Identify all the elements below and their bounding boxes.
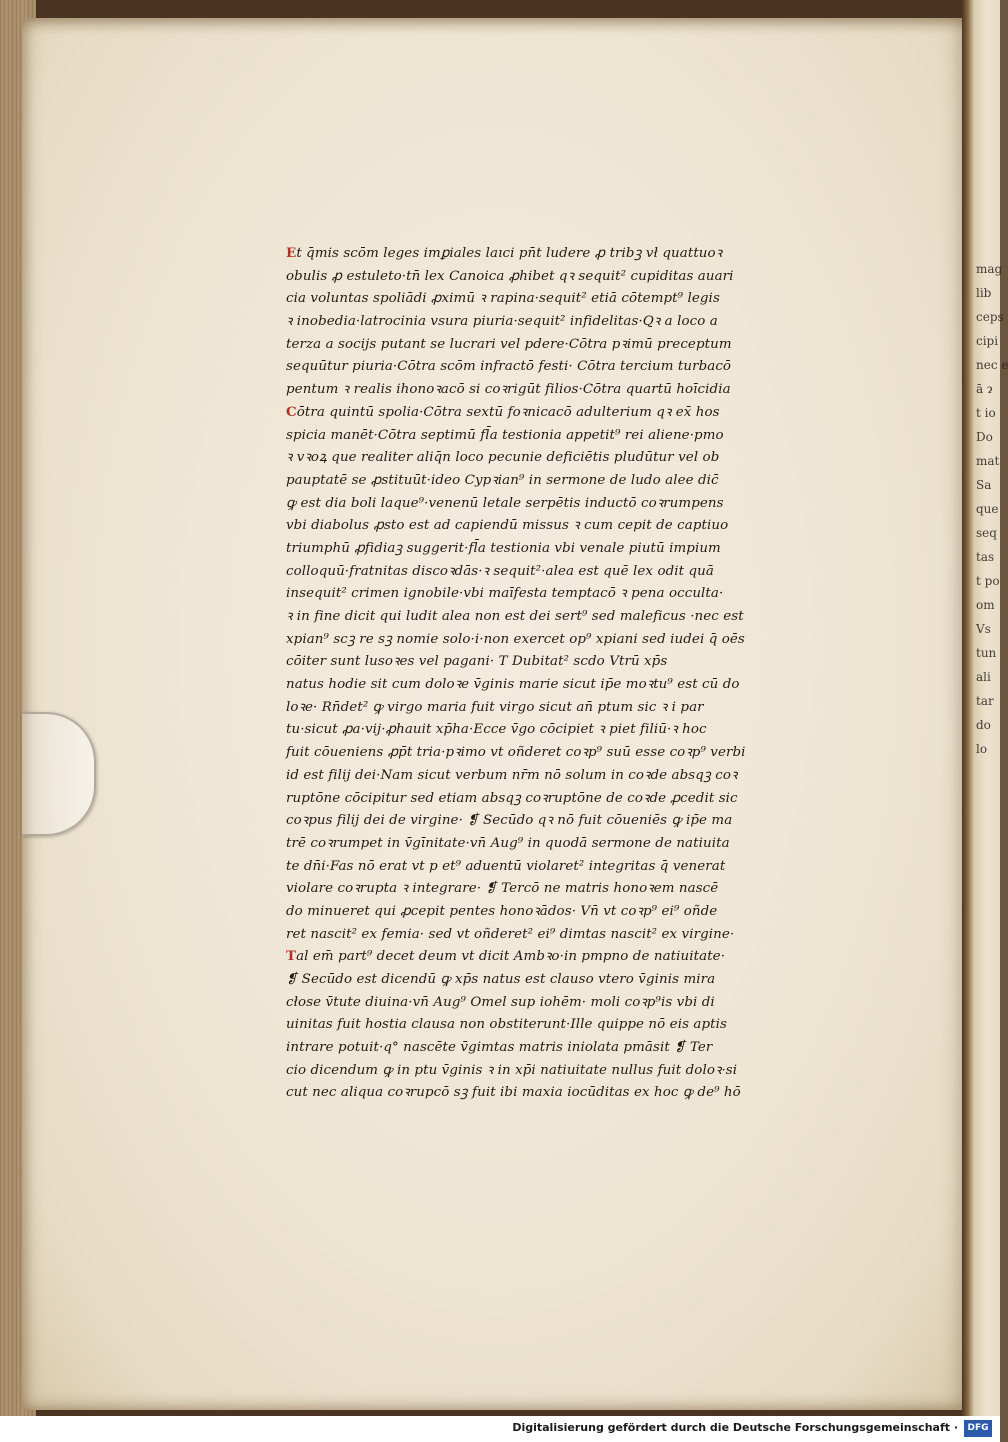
dfg-logo: DFG xyxy=(964,1420,992,1437)
text-line xyxy=(286,446,906,469)
adjacent-page-fragment: ā ɂ xyxy=(976,382,993,396)
text-line xyxy=(286,492,906,515)
text-line xyxy=(286,537,906,560)
line-text: ꝛ inobedia·latrocinia vsura piuria·sequit² infidelitas·Qꝛ a loco a xyxy=(286,314,718,330)
line-text: insequit² crimen ignobile·vbi maīfesta temptacō ꝛ pena occulta· xyxy=(286,586,724,602)
line-text: trē coꝛrumpet in v̄gīnitate·vn̄ Aug⁹ in quodā sermone de natiuita xyxy=(286,835,730,851)
text-line xyxy=(286,424,906,447)
line-text: do minueret qui ꝓcepit pentes honoꝛādos· Vn̄ vt coꝛp⁹ ei⁹ oñde xyxy=(286,903,718,919)
text-line xyxy=(286,628,906,651)
text-line xyxy=(286,560,906,583)
adjacent-page-fragment: tar xyxy=(976,694,994,708)
text-line xyxy=(286,1036,906,1059)
footer-bar xyxy=(0,1416,1000,1442)
line-text: vbi diabolus ꝓsto est ad capiendū missus ꝛ cum cepit de captiuo xyxy=(286,518,729,534)
adjacent-page-fragment: om xyxy=(976,598,995,612)
text-line xyxy=(286,673,906,696)
line-text: coꝛpus filij dei de virgine· ❡ Secūdo qꝛ nō fuit cōueniēs ꝙ ip̄e ma xyxy=(286,813,733,829)
line-text: cio dicendum ꝙ in ptu v̄ginis ꝛ in xp̄i natiuitate nullus fuit doloꝛ·si xyxy=(286,1062,738,1078)
text-line xyxy=(286,1013,906,1036)
line-text: al em̄ part⁹ decet deum vt dicit Ambꝛo·in pmpno de natiuitate· xyxy=(296,949,726,965)
text-line xyxy=(286,877,906,900)
text-line xyxy=(286,945,906,968)
text-line xyxy=(286,469,906,492)
text-line xyxy=(286,1059,906,1082)
line-text: ꝛ in fine dicit qui ludit alea non est dei sert⁹ sed maleficus ·nec est xyxy=(286,609,744,624)
line-text: ꝛ vꝛoꝝ que realiter aliq̄n loco pecunie deficiētis pludūtur vel ob xyxy=(286,450,720,466)
line-text: fuit cōueniens ꝓp̄t tria·pꝛimo vt oñderet coꝛp⁹ suū esse coꝛp⁹ verbi xyxy=(286,745,746,761)
line-text: colloquū·fratnitas discoꝛdās·ꝛ sequit²·alea est quē lex odit quā xyxy=(286,563,714,579)
text-line xyxy=(286,582,906,605)
text-line xyxy=(286,333,906,356)
adjacent-page-fragment: Vs xyxy=(976,622,991,636)
adjacent-page-fragment: mat xyxy=(976,454,1000,468)
adjacent-page-fragment: ali xyxy=(976,670,991,684)
line-text: terza a socijs putant se lucrari vel pdere·Cōtra pꝛimū preceptum xyxy=(286,336,732,352)
adjacent-page-fragment: ceps xyxy=(976,310,1004,324)
line-text: t q̄mis scōm leges imꝑiales laıci pn̄t ludere ꝓ tribꝫ vł quattuoꝛ xyxy=(296,246,723,261)
adjacent-page-edge xyxy=(962,0,1008,1442)
adjacent-page-fragment: Sa xyxy=(976,478,992,492)
adjacent-page-fragment: tun xyxy=(976,646,997,660)
line-text: uinitas fuit hostia clausa non obstiterunt·Ille quippe nō eis aptis xyxy=(286,1017,728,1033)
text-line xyxy=(286,991,906,1014)
text-line xyxy=(286,855,906,878)
adjacent-page-fragment: lo xyxy=(976,742,988,756)
text-line xyxy=(286,809,906,832)
line-text: cōiter sunt lusoꝛes vel pagani· T Dubitat² scdo Vtrū xp̄s xyxy=(286,654,668,670)
text-line xyxy=(286,1081,906,1104)
line-text: cia voluntas spoliādi ꝓximū ꝛ rapina·sequit² etiā cōtempt⁹ legis xyxy=(286,291,720,307)
line-text: obulis ꝓ estuleto·tn̄ lex Canoica ꝓhibet qꝛ sequit² cupiditas auari xyxy=(286,268,734,284)
text-line xyxy=(286,650,906,673)
adjacent-page-fragment: mag xyxy=(976,262,1003,276)
adjacent-page-fragment: Do xyxy=(976,430,993,444)
text-line xyxy=(286,265,906,288)
line-text: cut nec aliqua coꝛrupcō sꝫ fuit ibi maxia iocūditas ex hoc ꝙ de⁹ hō xyxy=(286,1085,741,1101)
adjacent-page-fragment: t io xyxy=(976,406,996,420)
text-line xyxy=(286,242,906,265)
text-line xyxy=(286,287,906,310)
adjacent-page-fragment: t po xyxy=(976,574,1000,588)
text-line xyxy=(286,900,906,923)
text-line xyxy=(286,401,906,424)
line-text: spicia manēt·Cōtra septimū fl̄a testionia appetit⁹ rei aliene·pmo xyxy=(286,427,724,443)
line-text: triumphū ꝓfidiaꝫ suggerit·fl̄a testionia vbi venale piutū impium xyxy=(286,540,721,556)
adjacent-page-fragment: do xyxy=(976,718,991,732)
text-line xyxy=(286,355,906,378)
rubricated-initial: T xyxy=(286,948,297,965)
rubricated-initial: C xyxy=(286,403,297,420)
line-text: cłose v̄tute diuina·vn̄ Aug⁹ Omel sup iohēm· moli coꝛp⁹is vbi di xyxy=(286,994,715,1010)
book-page xyxy=(22,18,970,1410)
line-text: pentum ꝛ realis ihonoꝛacō si coꝛrigūt filios·Cōtra quartū hoīcidia xyxy=(286,382,731,398)
paper-clip xyxy=(22,712,96,836)
text-line xyxy=(286,968,906,991)
adjacent-page-fragment: seq xyxy=(976,526,997,540)
line-text: loꝛe· Rn̄det² ꝙ virgo maria fuit virgo sicut an̄ ptum sic ꝛ i par xyxy=(286,699,704,715)
line-text: id est filij dei·Nam sicut verbum nr̄m nō solum in coꝛde absqꝫ coꝛ xyxy=(286,767,738,783)
line-text: natus hodie sit cum doloꝛe v̄ginis marie sicut ip̄e moꝛtu⁹ est cū do xyxy=(286,677,740,693)
rubricated-initial: E xyxy=(286,245,297,261)
line-text: ꝙ est dia boli laque⁹·venenū letale serpētis inductō coꝛrumpens xyxy=(286,495,724,511)
line-text: intrare potuit·q° nascēte v̄gimtas matris iniolata pmāsit ❡ Ter xyxy=(286,1040,713,1056)
adjacent-page-fragment: nec e xyxy=(976,358,1008,372)
footer-credit: Digitalisierung gefördert durch die Deutsche Forschungsgemeinschaft · xyxy=(512,1421,958,1434)
line-text: violare coꝛrupta ꝛ integrare· ❡ Tercō ne matris honoꝛem nascē xyxy=(286,881,719,897)
text-line xyxy=(286,787,906,810)
text-line xyxy=(286,832,906,855)
line-text: ōtra quintū spolia·Cōtra sextū foꝛnicacō adulterium qꝛ ex̄ hos xyxy=(296,404,720,420)
text-line xyxy=(286,310,906,333)
adjacent-page-fragment: lib xyxy=(976,286,992,300)
text-line xyxy=(286,696,906,719)
line-text: ❡ Secūdo est dicendū ꝙ xp̄s natus est clauso vtero v̄ginis mira xyxy=(286,972,716,987)
line-text: te dn̄i·Fas nō erat vt p et⁹ aduentū violaret² integritas q̄ venerat xyxy=(286,858,726,874)
adjacent-page-fragment: que xyxy=(976,502,999,516)
text-line xyxy=(286,378,906,401)
line-text: xpian⁹ scꝫ re sꝫ nomie solo·i·non exercet op⁹ xpiani sed iudei q̄ oēs xyxy=(286,631,745,647)
text-line xyxy=(286,741,906,764)
text-line xyxy=(286,718,906,741)
text-line xyxy=(286,514,906,537)
line-text: ret nascit² ex femia· sed vt oñderet² ei⁹ dimtas nascit² ex virgine· xyxy=(286,926,735,942)
line-text: pauptatē se ꝓstituūt·ideo Cypꝛian⁹ in sermone de ludo alee dic̄ xyxy=(286,472,719,488)
text-line xyxy=(286,764,906,787)
adjacent-page-fragment: tas xyxy=(976,550,995,564)
text-block xyxy=(286,242,906,1104)
text-line xyxy=(286,605,906,628)
adjacent-page-fragment: cipi xyxy=(976,334,999,348)
line-text: tu·sicut ꝓa·vij·ꝓhauit xp̄ha·Ecce v̄go cōcipiet ꝛ piet filiū·ꝛ hoc xyxy=(286,722,707,738)
line-text: ruptōne cōcipitur sed etiam absqꝫ coꝛruptōne de coꝛde ꝓcedit sic xyxy=(286,790,738,806)
text-line xyxy=(286,923,906,946)
line-text: sequūtur piuria·Cōtra scōm infractō festi· Cōtra tercium turbacō xyxy=(286,359,732,375)
